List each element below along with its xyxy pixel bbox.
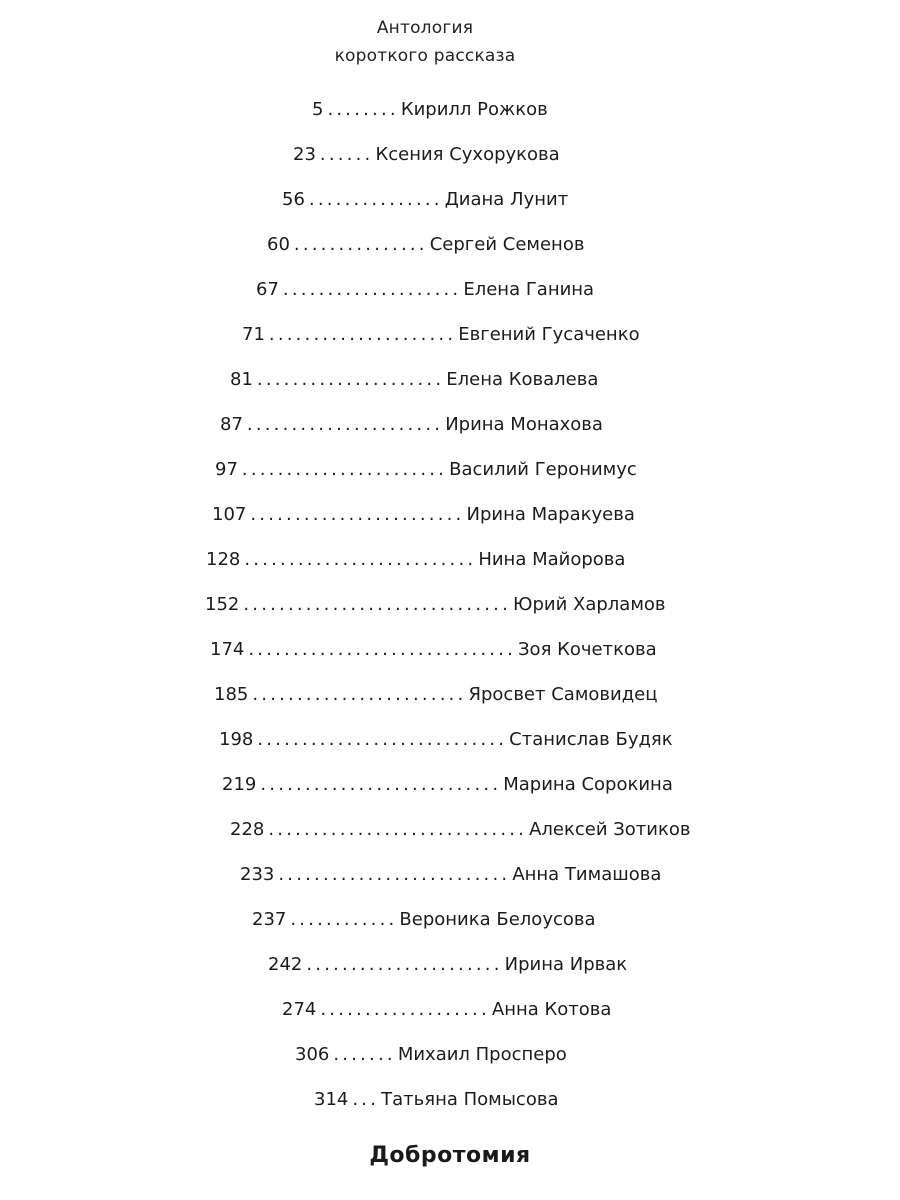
toc-author-name: Анна Котова bbox=[491, 999, 612, 1020]
toc-leader-dots: ....................... bbox=[241, 459, 448, 480]
toc-author-name: Елена Ковалева bbox=[446, 369, 599, 390]
toc-page-number: 81 bbox=[230, 369, 253, 390]
toc-leader-dots: .......................... bbox=[244, 549, 477, 570]
toc-entry bbox=[268, 950, 627, 980]
toc-leader-dots: ............... bbox=[293, 234, 428, 255]
toc-leader-dots: ............................. bbox=[268, 819, 528, 840]
toc-page-number: 274 bbox=[282, 999, 317, 1020]
toc-author-name: Михаил Просперо bbox=[397, 1044, 567, 1065]
toc-leader-dots: ...... bbox=[319, 144, 374, 165]
toc-page-number: 185 bbox=[214, 684, 249, 705]
toc-page-number: 23 bbox=[293, 144, 316, 165]
toc-page-number: 198 bbox=[219, 729, 254, 750]
toc-author-name: Марина Сорокина bbox=[503, 774, 673, 795]
toc-page-number: 97 bbox=[215, 459, 238, 480]
toc-author-name: Анна Тимашова bbox=[512, 864, 662, 885]
toc-leader-dots: .................... bbox=[282, 279, 462, 300]
toc-page-number: 237 bbox=[252, 909, 287, 930]
toc-page-number: 60 bbox=[267, 234, 290, 255]
toc-author-name: Евгений Гусаченко bbox=[458, 324, 640, 345]
publisher-logo-text: Добротомия bbox=[369, 1143, 531, 1168]
toc-author-name: Зоя Кочеткова bbox=[518, 639, 657, 660]
toc-entry bbox=[267, 230, 584, 260]
toc-entry bbox=[295, 1040, 567, 1070]
toc-page-number: 306 bbox=[295, 1044, 330, 1065]
toc-entry bbox=[240, 860, 661, 890]
toc-entry bbox=[230, 815, 690, 845]
toc-author-name: Ирина Маракуева bbox=[466, 504, 635, 525]
toc-page-number: 233 bbox=[240, 864, 275, 885]
toc-page-number: 67 bbox=[256, 279, 279, 300]
toc-author-name: Ксения Сухорукова bbox=[375, 144, 560, 165]
toc-entry bbox=[212, 500, 635, 530]
toc-entry bbox=[215, 455, 637, 485]
toc-author-name: Юрий Харламов bbox=[513, 594, 666, 615]
toc-page-number: 107 bbox=[212, 504, 247, 525]
toc-page-number: 128 bbox=[206, 549, 241, 570]
toc-leader-dots: ............................ bbox=[257, 729, 508, 750]
toc-author-name: Вероника Белоусова bbox=[399, 909, 596, 930]
toc-author-name: Диана Лунит bbox=[444, 189, 569, 210]
toc-author-name: Алексей Зотиков bbox=[529, 819, 691, 840]
toc-page-number: 219 bbox=[222, 774, 257, 795]
toc-page-number: 87 bbox=[220, 414, 243, 435]
toc-entry bbox=[282, 185, 568, 215]
toc-leader-dots: ........................ bbox=[252, 684, 467, 705]
toc-leader-dots: ........ bbox=[327, 99, 399, 120]
toc-leader-dots: ............ bbox=[290, 909, 398, 930]
anthology-title-line2: короткого рассказа bbox=[334, 46, 516, 66]
toc-page-number: 228 bbox=[230, 819, 265, 840]
toc-page-number: 242 bbox=[268, 954, 303, 975]
toc-author-name: Станислав Будяк bbox=[509, 729, 673, 750]
toc-leader-dots: ................... bbox=[320, 999, 490, 1020]
toc-leader-dots: ..................... bbox=[268, 324, 457, 345]
toc-entry bbox=[282, 995, 611, 1025]
toc-author-name: Татьяна Помысова bbox=[381, 1089, 559, 1110]
toc-entry bbox=[220, 410, 603, 440]
toc-entry bbox=[252, 905, 596, 935]
toc-page-number: 174 bbox=[210, 639, 245, 660]
toc-leader-dots: ....... bbox=[333, 1044, 396, 1065]
toc-leader-dots: ... bbox=[352, 1089, 380, 1110]
toc-leader-dots: ...................... bbox=[306, 954, 503, 975]
toc-leader-dots: ........................ bbox=[250, 504, 465, 525]
toc-entry bbox=[214, 680, 657, 710]
toc-entry bbox=[293, 140, 560, 170]
toc-entry bbox=[314, 1085, 558, 1115]
toc-author-name: Сергей Семенов bbox=[429, 234, 585, 255]
toc-page-number: 152 bbox=[205, 594, 240, 615]
toc-leader-dots: .......................... bbox=[278, 864, 511, 885]
toc-author-name: Василий Геронимус bbox=[449, 459, 637, 480]
toc-author-name: Ирина Ирвак bbox=[504, 954, 628, 975]
toc-entry bbox=[242, 320, 640, 350]
anthology-title-line1: Антология bbox=[376, 18, 474, 38]
toc-entry bbox=[219, 725, 673, 755]
toc-leader-dots: .............................. bbox=[243, 594, 512, 615]
toc-leader-dots: ..................... bbox=[256, 369, 445, 390]
toc-entry bbox=[206, 545, 625, 575]
toc-leader-dots: ........................... bbox=[260, 774, 502, 795]
toc-entry bbox=[230, 365, 598, 395]
toc-author-name: Ирина Монахова bbox=[445, 414, 603, 435]
toc-author-name: Елена Ганина bbox=[463, 279, 595, 300]
toc-author-name: Кирилл Рожков bbox=[400, 99, 548, 120]
toc-leader-dots: .............................. bbox=[248, 639, 517, 660]
toc-leader-dots: ............... bbox=[308, 189, 443, 210]
toc-entry bbox=[312, 95, 548, 125]
toc-entry bbox=[222, 770, 673, 800]
toc-entry bbox=[205, 590, 666, 620]
toc-entry bbox=[210, 635, 657, 665]
toc-page-number: 5 bbox=[312, 99, 324, 120]
toc-page-number: 56 bbox=[282, 189, 305, 210]
toc-leader-dots: ...................... bbox=[246, 414, 444, 435]
toc-page-number: 314 bbox=[314, 1089, 349, 1110]
toc-page-number: 71 bbox=[242, 324, 265, 345]
toc-author-name: Яросвет Самовидец bbox=[468, 684, 658, 705]
toc-entry bbox=[256, 275, 594, 305]
toc-author-name: Нина Майорова bbox=[478, 549, 626, 570]
